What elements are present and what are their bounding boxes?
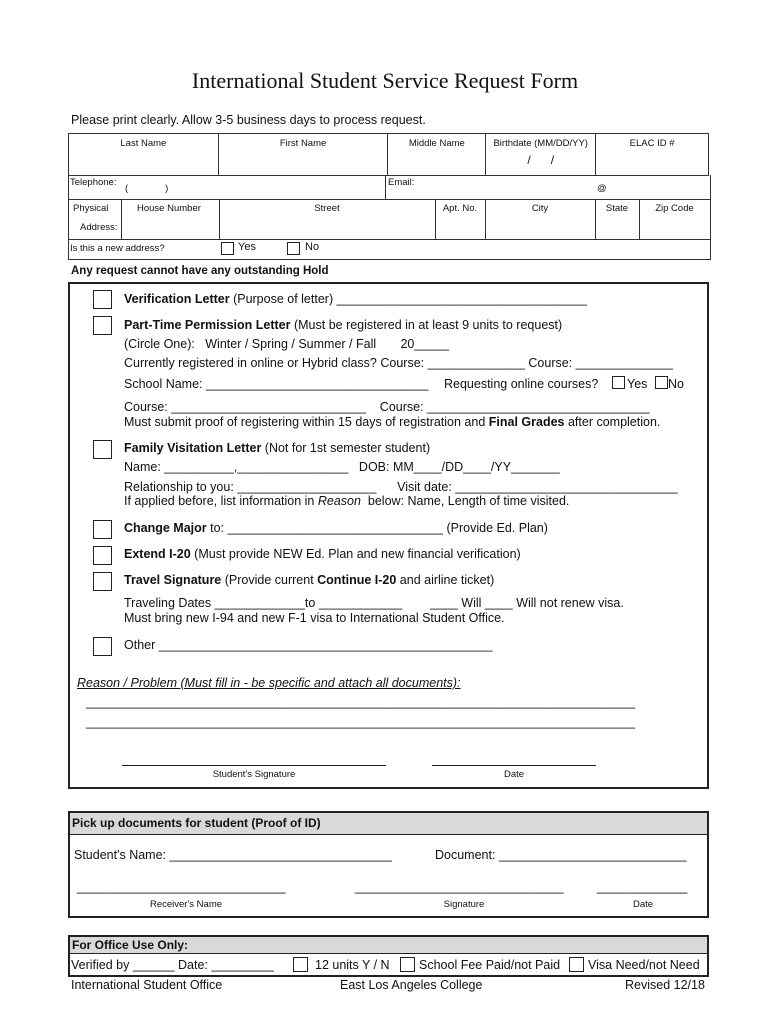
family-relationship: Relationship to you: ____________________ Visit date: ________________________________: [124, 480, 678, 494]
state-field[interactable]: State: [605, 203, 629, 214]
birthdate-field[interactable]: Birthdate (MM/DD/YY) / /: [486, 134, 596, 176]
footer-college: East Los Angeles College: [340, 978, 483, 992]
requesting-online-label: Requesting online courses?: [444, 377, 599, 391]
travel-signature-label: Travel Signature (Provide current Continue I-20 and airline ticket): [124, 573, 495, 587]
travel-signature-checkbox[interactable]: [93, 572, 112, 591]
travel-dates: Traveling Dates _____________to ____________ ____ Will ____ Will not renew visa.: [124, 596, 624, 610]
part-time-permission-checkbox[interactable]: [93, 316, 112, 335]
elac-id-field[interactable]: ELAC ID #: [596, 134, 709, 176]
school-fee-checkbox[interactable]: [400, 957, 415, 972]
proof-note: Must submit proof of registering within 15 days of registration and Final Grades after completion.: [124, 415, 661, 429]
signature-date-line[interactable]: [432, 765, 596, 766]
office-verified[interactable]: Verified by ______ Date: _________: [71, 958, 274, 972]
reason-line-2[interactable]: _______________________________________________________________________________: [86, 715, 636, 729]
course-line: Course: ____________________________ Course: ________________________________: [124, 400, 650, 414]
change-major-label: Change Major to: _______________________________ (Provide Ed. Plan): [124, 521, 548, 535]
student-info-table: [68, 133, 709, 176]
receiver-line[interactable]: ______________________________: [77, 880, 286, 894]
units-checkbox[interactable]: [293, 957, 308, 972]
visa-checkbox[interactable]: [569, 957, 584, 972]
footer-office: International Student Office: [71, 978, 223, 992]
pickup-date-line[interactable]: _____________: [597, 880, 688, 894]
extend-i20-label: Extend I-20 (Must provide NEW Ed. Plan and new financial verification): [124, 547, 521, 561]
verification-letter-checkbox[interactable]: [93, 290, 112, 309]
online-no-checkbox[interactable]: [655, 376, 668, 389]
middle-name-field[interactable]: Middle Name: [388, 134, 486, 176]
online-yes-checkbox[interactable]: [612, 376, 625, 389]
family-name-dob: Name: __________,________________ DOB: MM____/DD____/YY_______: [124, 460, 560, 474]
other-checkbox[interactable]: [93, 637, 112, 656]
footer-revised: Revised 12/18: [625, 978, 705, 992]
family-visitation-label: Family Visitation Letter (Not for 1st semester student): [124, 441, 431, 455]
instructions: Please print clearly. Allow 3-5 business days to process request.: [71, 113, 426, 127]
other-field[interactable]: Other ________________________________________________: [124, 638, 493, 652]
email-field[interactable]: Email:: [388, 177, 415, 188]
reason-label: Reason / Problem (Must fill in - be specific and attach all documents):: [77, 676, 461, 690]
student-signature-line[interactable]: [122, 765, 386, 766]
city-field[interactable]: City: [531, 203, 549, 214]
pickup-header: Pick up documents for student (Proof of ID): [70, 813, 707, 835]
reason-line-1[interactable]: _______________________________________________________________________________: [86, 695, 636, 709]
pickup-student-name[interactable]: Student's Name: ________________________________: [74, 848, 392, 862]
verification-letter-label: Verification Letter (Purpose of letter) ____________________________________: [124, 292, 587, 306]
zip-field[interactable]: Zip Code: [655, 203, 694, 214]
new-address-no-checkbox[interactable]: [287, 242, 300, 255]
part-time-permission-label: Part-Time Permission Letter (Must be registered in at least 9 units to request): [124, 318, 563, 332]
first-name-field[interactable]: First Name: [218, 134, 388, 176]
family-applied-note: If applied before, list information in Reason below: Name, Length of time visited.: [124, 494, 570, 508]
form-title: International Student Service Request Form: [191, 68, 579, 93]
apt-field[interactable]: Apt. No.: [442, 203, 478, 214]
pickup-document[interactable]: Document: ___________________________: [435, 848, 687, 862]
house-number-field[interactable]: House Number: [137, 203, 201, 214]
signature-date-label: Date: [503, 769, 525, 780]
hold-notice: Any request cannot have any outstanding Hold: [71, 265, 329, 277]
extend-i20-checkbox[interactable]: [93, 546, 112, 565]
office-header: For Office Use Only:: [70, 937, 707, 954]
pickup-signature-line[interactable]: ______________________________: [355, 880, 564, 894]
travel-bring-note: Must bring new I-94 and new F-1 visa to International Student Office.: [124, 611, 505, 625]
new-address-yes-checkbox[interactable]: [221, 242, 234, 255]
school-name-field[interactable]: School Name: ________________________________: [124, 377, 429, 391]
last-name-field[interactable]: Last Name: [69, 134, 219, 176]
part-time-current: Currently registered in online or Hybrid class? Course: ______________ Course: ______________: [124, 356, 673, 370]
change-major-checkbox[interactable]: [93, 520, 112, 539]
part-time-term: (Circle One): Winter / Spring / Summer / Fall 20_____: [124, 337, 450, 351]
telephone-field[interactable]: ( ): [125, 183, 169, 194]
address-block: Telephone: ( ) Email: @ Physical Address: House Number Street Apt. No. City State Zip Code Is this a new address? Yes No: [68, 175, 711, 260]
family-visitation-checkbox[interactable]: [93, 440, 112, 459]
street-field[interactable]: Street: [314, 203, 340, 214]
student-signature-label: Student's Signature: [212, 769, 296, 780]
